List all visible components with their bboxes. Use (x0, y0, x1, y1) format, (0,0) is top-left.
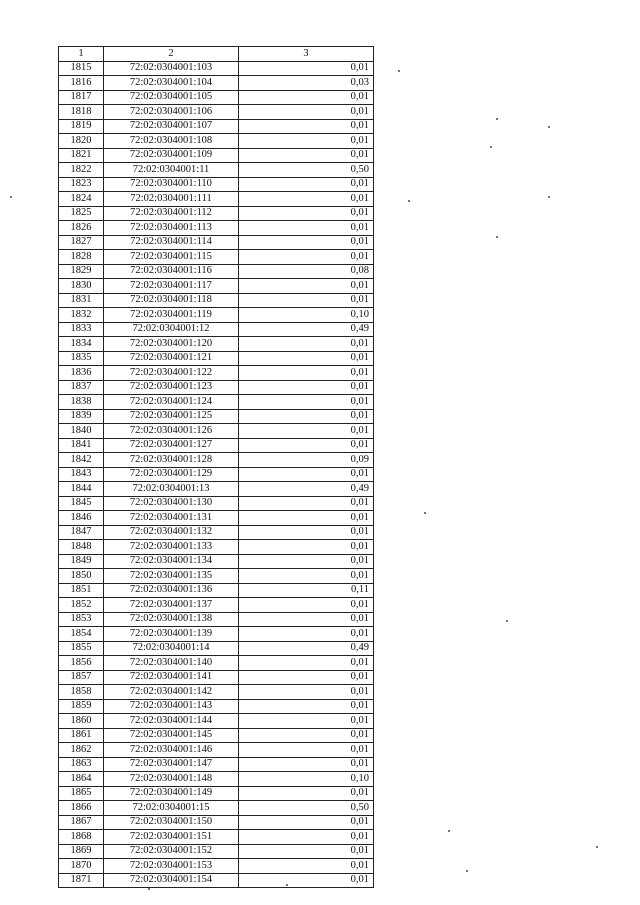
row-number-cell: 1839 (59, 409, 104, 424)
area-value-cell: 0,10 (239, 772, 374, 787)
row-number-cell: 1822 (59, 163, 104, 178)
table-row (59, 90, 374, 105)
table-row (59, 873, 374, 888)
cadastral-number-cell: 72:02:0304001:108 (104, 134, 239, 149)
table-row (59, 583, 374, 598)
row-number-cell: 1838 (59, 395, 104, 410)
column-header-cadastral: 2 (104, 47, 239, 62)
cadastral-number-cell: 72:02:0304001:143 (104, 699, 239, 714)
row-number-cell: 1847 (59, 525, 104, 540)
cadastral-number-cell: 72:02:0304001:122 (104, 366, 239, 381)
cadastral-number-cell: 72:02:0304001:109 (104, 148, 239, 163)
cadastral-number-cell: 72:02:0304001:141 (104, 670, 239, 685)
cadastral-number-cell: 72:02:0304001:151 (104, 830, 239, 845)
area-value-cell: 0,01 (239, 105, 374, 120)
area-value-cell: 0,01 (239, 293, 374, 308)
area-value-cell: 0,01 (239, 467, 374, 482)
area-value-cell: 0,49 (239, 482, 374, 497)
scan-speck (496, 118, 498, 120)
table-row (59, 264, 374, 279)
area-value-cell: 0,01 (239, 148, 374, 163)
row-number-cell: 1826 (59, 221, 104, 236)
area-value-cell: 0,01 (239, 409, 374, 424)
row-number-cell: 1864 (59, 772, 104, 787)
table-row (59, 482, 374, 497)
row-number-cell: 1871 (59, 873, 104, 888)
cadastral-number-cell: 72:02:0304001:136 (104, 583, 239, 598)
area-value-cell: 0,01 (239, 540, 374, 555)
area-value-cell: 0,01 (239, 61, 374, 76)
table-row (59, 322, 374, 337)
table-row (59, 409, 374, 424)
table-row (59, 656, 374, 671)
table-row (59, 453, 374, 468)
cadastral-number-cell: 72:02:0304001:125 (104, 409, 239, 424)
row-number-cell: 1855 (59, 641, 104, 656)
row-number-cell: 1836 (59, 366, 104, 381)
row-number-cell: 1819 (59, 119, 104, 134)
area-value-cell: 0,01 (239, 337, 374, 352)
row-number-cell: 1825 (59, 206, 104, 221)
area-value-cell: 0,50 (239, 801, 374, 816)
table-row (59, 743, 374, 758)
area-value-cell: 0,09 (239, 453, 374, 468)
scan-speck (548, 196, 550, 198)
row-number-cell: 1854 (59, 627, 104, 642)
cadastral-number-cell: 72:02:0304001:118 (104, 293, 239, 308)
area-value-cell: 0,01 (239, 235, 374, 250)
area-value-cell: 0,01 (239, 670, 374, 685)
area-value-cell: 0,01 (239, 627, 374, 642)
scan-speck (466, 870, 468, 872)
table-row (59, 250, 374, 265)
area-value-cell: 0,01 (239, 424, 374, 439)
area-value-cell: 0,11 (239, 583, 374, 598)
table-row (59, 786, 374, 801)
scan-speck (506, 620, 508, 622)
cadastral-number-cell: 72:02:0304001:124 (104, 395, 239, 410)
cadastral-number-cell: 72:02:0304001:140 (104, 656, 239, 671)
table-row (59, 177, 374, 192)
area-value-cell: 0,01 (239, 757, 374, 772)
table-row (59, 119, 374, 134)
cadastral-number-cell: 72:02:0304001:131 (104, 511, 239, 526)
row-number-cell: 1852 (59, 598, 104, 613)
row-number-cell: 1837 (59, 380, 104, 395)
table-row (59, 380, 374, 395)
cadastral-number-cell: 72:02:0304001:128 (104, 453, 239, 468)
table-row (59, 235, 374, 250)
table-row (59, 815, 374, 830)
row-number-cell: 1840 (59, 424, 104, 439)
cadastral-number-cell: 72:02:0304001:135 (104, 569, 239, 584)
row-number-cell: 1856 (59, 656, 104, 671)
row-number-cell: 1850 (59, 569, 104, 584)
table-row (59, 308, 374, 323)
cadastral-number-cell: 72:02:0304001:139 (104, 627, 239, 642)
cadastral-number-cell: 72:02:0304001:138 (104, 612, 239, 627)
area-value-cell: 0,01 (239, 511, 374, 526)
table-row (59, 192, 374, 207)
row-number-cell: 1841 (59, 438, 104, 453)
row-number-cell: 1851 (59, 583, 104, 598)
area-value-cell: 0,01 (239, 134, 374, 149)
cadastral-number-cell: 72:02:0304001:113 (104, 221, 239, 236)
table-row (59, 859, 374, 874)
table-row (59, 801, 374, 816)
row-number-cell: 1829 (59, 264, 104, 279)
row-number-cell: 1820 (59, 134, 104, 149)
row-number-cell: 1863 (59, 757, 104, 772)
cadastral-number-cell: 72:02:0304001:148 (104, 772, 239, 787)
cadastral-number-cell: 72:02:0304001:127 (104, 438, 239, 453)
area-value-cell: 0,01 (239, 844, 374, 859)
table-header-row (59, 47, 374, 62)
scan-speck (490, 146, 492, 148)
cadastral-number-cell: 72:02:0304001:144 (104, 714, 239, 729)
area-value-cell: 0,01 (239, 815, 374, 830)
table-row (59, 148, 374, 163)
row-number-cell: 1868 (59, 830, 104, 845)
area-value-cell: 0,49 (239, 641, 374, 656)
row-number-cell: 1857 (59, 670, 104, 685)
table-row (59, 598, 374, 613)
cadastral-number-cell: 72:02:0304001:132 (104, 525, 239, 540)
row-number-cell: 1828 (59, 250, 104, 265)
area-value-cell: 0,50 (239, 163, 374, 178)
cadastral-number-cell: 72:02:0304001:149 (104, 786, 239, 801)
scan-speck (148, 888, 150, 890)
table-row (59, 337, 374, 352)
area-value-cell: 0,01 (239, 395, 374, 410)
row-number-cell: 1817 (59, 90, 104, 105)
cadastral-number-cell: 72:02:0304001:153 (104, 859, 239, 874)
row-number-cell: 1866 (59, 801, 104, 816)
row-number-cell: 1831 (59, 293, 104, 308)
table-row (59, 612, 374, 627)
table-row (59, 844, 374, 859)
table-row (59, 221, 374, 236)
table-row (59, 830, 374, 845)
cadastral-number-cell: 72:02:0304001:111 (104, 192, 239, 207)
cadastral-number-cell: 72:02:0304001:145 (104, 728, 239, 743)
scan-speck (424, 512, 426, 514)
parcel-table (58, 46, 374, 888)
area-value-cell: 0,01 (239, 206, 374, 221)
row-number-cell: 1832 (59, 308, 104, 323)
area-value-cell: 0,01 (239, 873, 374, 888)
table-row (59, 540, 374, 555)
column-header-number: 1 (59, 47, 104, 62)
table-row (59, 670, 374, 685)
table-row (59, 496, 374, 511)
row-number-cell: 1823 (59, 177, 104, 192)
row-number-cell: 1815 (59, 61, 104, 76)
row-number-cell: 1846 (59, 511, 104, 526)
scan-speck (448, 830, 450, 832)
cadastral-number-cell: 72:02:0304001:104 (104, 76, 239, 91)
table-row (59, 134, 374, 149)
cadastral-number-cell: 72:02:0304001:117 (104, 279, 239, 294)
scan-speck (596, 846, 598, 848)
cadastral-number-cell: 72:02:0304001:146 (104, 743, 239, 758)
row-number-cell: 1862 (59, 743, 104, 758)
area-value-cell: 0,10 (239, 308, 374, 323)
cadastral-number-cell: 72:02:0304001:134 (104, 554, 239, 569)
table-row (59, 525, 374, 540)
row-number-cell: 1821 (59, 148, 104, 163)
area-value-cell: 0,01 (239, 90, 374, 105)
scan-speck (398, 70, 400, 72)
area-value-cell: 0,01 (239, 351, 374, 366)
row-number-cell: 1859 (59, 699, 104, 714)
row-number-cell: 1869 (59, 844, 104, 859)
scan-speck (286, 884, 288, 886)
cadastral-number-cell: 72:02:0304001:154 (104, 873, 239, 888)
cadastral-number-cell: 72:02:0304001:142 (104, 685, 239, 700)
area-value-cell: 0,01 (239, 728, 374, 743)
row-number-cell: 1833 (59, 322, 104, 337)
cadastral-number-cell: 72:02:0304001:126 (104, 424, 239, 439)
table-row (59, 554, 374, 569)
table-row (59, 424, 374, 439)
cadastral-number-cell: 72:02:0304001:13 (104, 482, 239, 497)
cadastral-number-cell: 72:02:0304001:147 (104, 757, 239, 772)
row-number-cell: 1858 (59, 685, 104, 700)
column-header-area: 3 (239, 47, 374, 62)
area-value-cell: 0,01 (239, 554, 374, 569)
cadastral-number-cell: 72:02:0304001:106 (104, 105, 239, 120)
table-row (59, 76, 374, 91)
area-value-cell: 0,01 (239, 221, 374, 236)
area-value-cell: 0,01 (239, 119, 374, 134)
area-value-cell: 0,01 (239, 569, 374, 584)
cadastral-number-cell: 72:02:0304001:114 (104, 235, 239, 250)
area-value-cell: 0,01 (239, 859, 374, 874)
cadastral-number-cell: 72:02:0304001:152 (104, 844, 239, 859)
area-value-cell: 0,01 (239, 192, 374, 207)
row-number-cell: 1860 (59, 714, 104, 729)
row-number-cell: 1870 (59, 859, 104, 874)
area-value-cell: 0,49 (239, 322, 374, 337)
area-value-cell: 0,01 (239, 714, 374, 729)
row-number-cell: 1865 (59, 786, 104, 801)
scan-speck (408, 200, 410, 202)
table-row (59, 699, 374, 714)
row-number-cell: 1816 (59, 76, 104, 91)
cadastral-number-cell: 72:02:0304001:119 (104, 308, 239, 323)
area-value-cell: 0,01 (239, 250, 374, 265)
table-row (59, 757, 374, 772)
cadastral-number-cell: 72:02:0304001:11 (104, 163, 239, 178)
table-row (59, 438, 374, 453)
area-value-cell: 0,01 (239, 380, 374, 395)
row-number-cell: 1835 (59, 351, 104, 366)
table-row (59, 366, 374, 381)
row-number-cell: 1867 (59, 815, 104, 830)
row-number-cell: 1844 (59, 482, 104, 497)
table-row (59, 206, 374, 221)
area-value-cell: 0,01 (239, 496, 374, 511)
scan-speck (548, 126, 550, 128)
cadastral-number-cell: 72:02:0304001:121 (104, 351, 239, 366)
table-row (59, 163, 374, 178)
row-number-cell: 1824 (59, 192, 104, 207)
area-value-cell: 0,03 (239, 76, 374, 91)
row-number-cell: 1842 (59, 453, 104, 468)
area-value-cell: 0,01 (239, 598, 374, 613)
area-value-cell: 0,01 (239, 656, 374, 671)
cadastral-number-cell: 72:02:0304001:137 (104, 598, 239, 613)
cadastral-number-cell: 72:02:0304001:15 (104, 801, 239, 816)
cadastral-number-cell: 72:02:0304001:103 (104, 61, 239, 76)
row-number-cell: 1830 (59, 279, 104, 294)
area-value-cell: 0,01 (239, 830, 374, 845)
area-value-cell: 0,01 (239, 699, 374, 714)
row-number-cell: 1818 (59, 105, 104, 120)
area-value-cell: 0,01 (239, 525, 374, 540)
table-row (59, 293, 374, 308)
area-value-cell: 0,01 (239, 366, 374, 381)
table-row (59, 279, 374, 294)
row-number-cell: 1834 (59, 337, 104, 352)
cadastral-number-cell: 72:02:0304001:112 (104, 206, 239, 221)
cadastral-number-cell: 72:02:0304001:116 (104, 264, 239, 279)
table-row (59, 714, 374, 729)
cadastral-number-cell: 72:02:0304001:129 (104, 467, 239, 482)
table-row (59, 569, 374, 584)
cadastral-number-cell: 72:02:0304001:105 (104, 90, 239, 105)
table-row (59, 685, 374, 700)
scan-speck (496, 236, 498, 238)
table-row (59, 728, 374, 743)
table-row (59, 395, 374, 410)
table-row (59, 105, 374, 120)
area-value-cell: 0,01 (239, 279, 374, 294)
table-row (59, 61, 374, 76)
row-number-cell: 1827 (59, 235, 104, 250)
row-number-cell: 1853 (59, 612, 104, 627)
area-value-cell: 0,01 (239, 177, 374, 192)
table-row (59, 627, 374, 642)
table-row (59, 467, 374, 482)
area-value-cell: 0,01 (239, 743, 374, 758)
cadastral-number-cell: 72:02:0304001:110 (104, 177, 239, 192)
row-number-cell: 1843 (59, 467, 104, 482)
area-value-cell: 0,01 (239, 685, 374, 700)
row-number-cell: 1861 (59, 728, 104, 743)
cadastral-number-cell: 72:02:0304001:120 (104, 337, 239, 352)
area-value-cell: 0,01 (239, 438, 374, 453)
table-row (59, 772, 374, 787)
cadastral-number-cell: 72:02:0304001:12 (104, 322, 239, 337)
area-value-cell: 0,01 (239, 612, 374, 627)
cadastral-number-cell: 72:02:0304001:150 (104, 815, 239, 830)
row-number-cell: 1849 (59, 554, 104, 569)
row-number-cell: 1848 (59, 540, 104, 555)
cadastral-number-cell: 72:02:0304001:107 (104, 119, 239, 134)
row-number-cell: 1845 (59, 496, 104, 511)
table-row (59, 641, 374, 656)
table-row (59, 351, 374, 366)
table-body (59, 61, 374, 888)
area-value-cell: 0,01 (239, 786, 374, 801)
scan-speck (10, 196, 12, 198)
table-row (59, 511, 374, 526)
cadastral-number-cell: 72:02:0304001:133 (104, 540, 239, 555)
cadastral-number-cell: 72:02:0304001:115 (104, 250, 239, 265)
area-value-cell: 0,08 (239, 264, 374, 279)
cadastral-number-cell: 72:02:0304001:14 (104, 641, 239, 656)
cadastral-number-cell: 72:02:0304001:130 (104, 496, 239, 511)
cadastral-number-cell: 72:02:0304001:123 (104, 380, 239, 395)
